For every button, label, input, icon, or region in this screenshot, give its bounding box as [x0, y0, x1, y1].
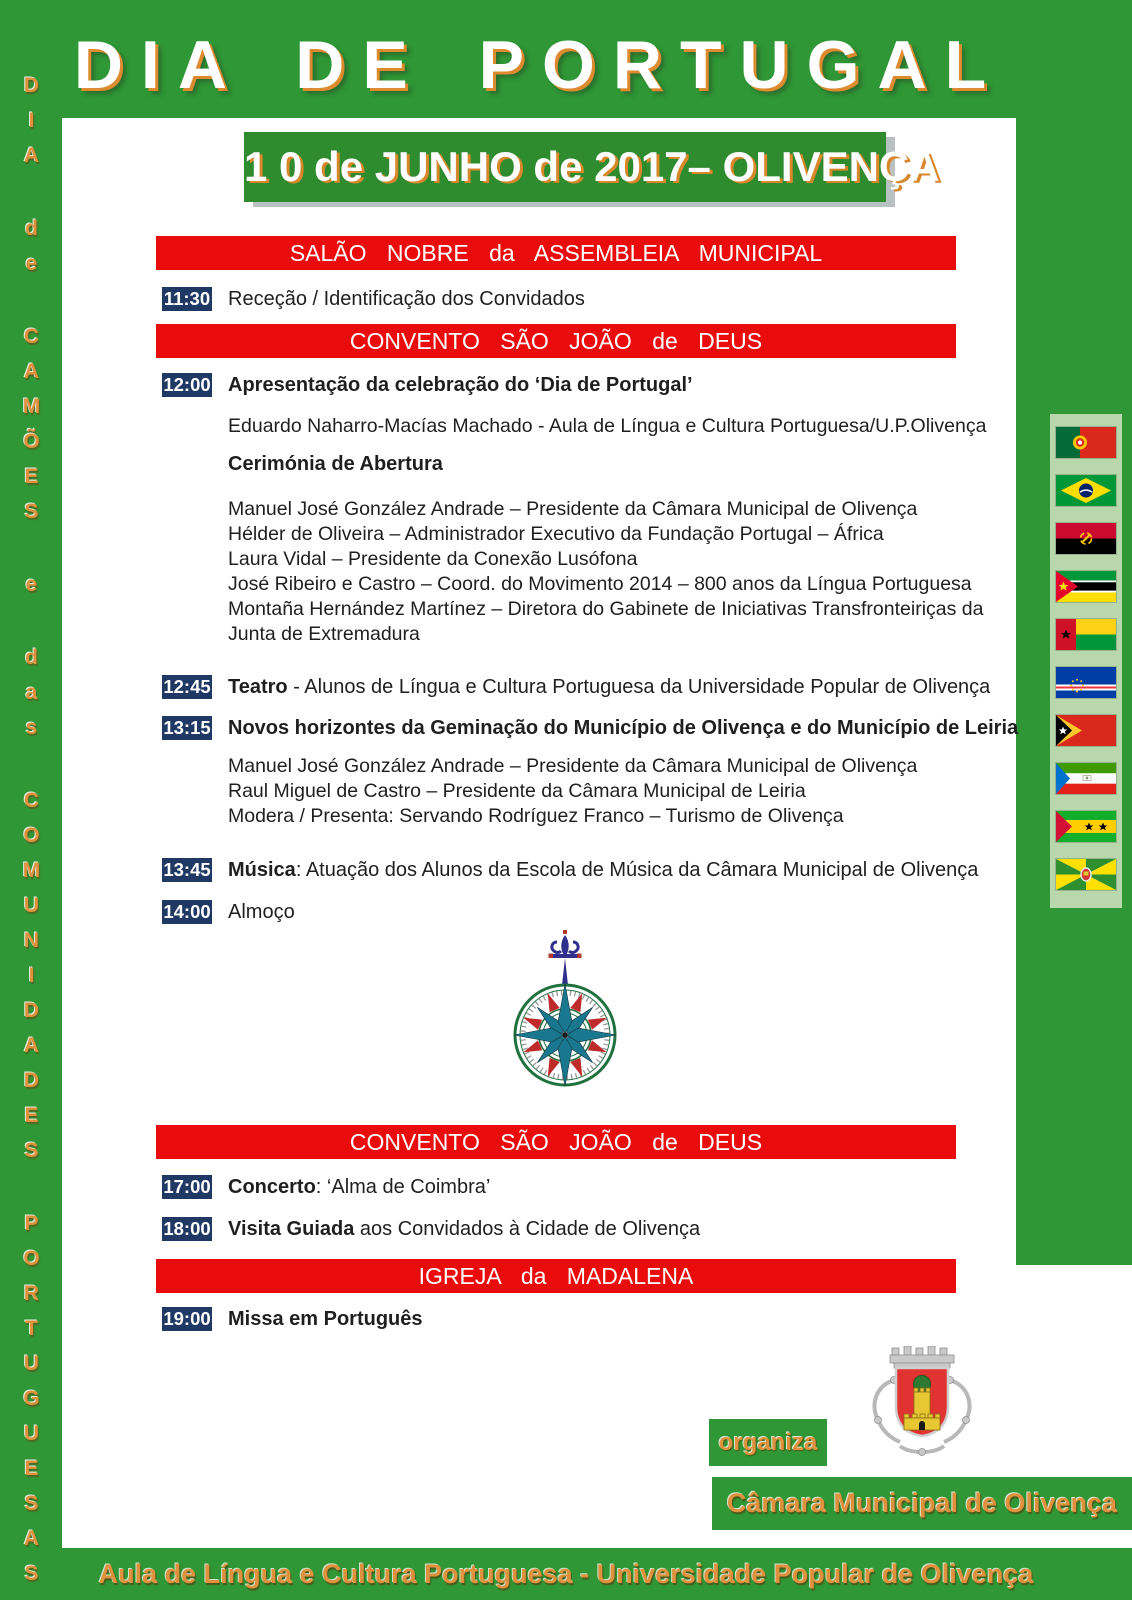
event-text: Almoço	[228, 901, 295, 923]
time-badge: 13:45	[163, 859, 211, 880]
speaker-line: Modera / Presenta: Servando Rodríguez Franco – Turismo de Olivença	[228, 805, 844, 827]
schedule-row	[162, 287, 585, 311]
time-badge: 18:00	[163, 1218, 211, 1239]
time-badge: 12:00	[163, 374, 211, 395]
schedule-row	[162, 900, 295, 924]
flags-column	[1050, 414, 1122, 908]
side-word: PORTUGUESAS	[20, 1212, 43, 1597]
event-text: Apresentação da celebração do ‘Dia de Portugal’	[228, 374, 693, 396]
time-badge: 13:15	[163, 717, 211, 738]
flag-portugal-icon	[1056, 427, 1116, 458]
time-badge: 12:45	[163, 676, 211, 697]
side-word: e	[20, 573, 43, 608]
speaker-line: Manuel José González Andrade – Presidente da Câmara Municipal de Olivença	[228, 755, 918, 777]
venue-banner-convento-1: CONVENTO SÃO JOÃO de DEUS	[156, 324, 956, 358]
flag-sao-tome-principe-icon	[1056, 811, 1116, 842]
flag-angola-icon	[1056, 523, 1116, 554]
event-text: Concerto: ‘Alma de Coimbra’	[228, 1176, 491, 1198]
presenter-line: Eduardo Naharro-Macías Machado - Aula de Língua e Cultura Portuguesa/U.P.Olivença	[228, 415, 987, 437]
time-badge: 14:00	[163, 901, 211, 922]
event-text: Novos horizontes da Geminação do Município de Olivença e do Município de Leiria	[228, 717, 1019, 739]
ceremony-title: Cerimónia de Abertura	[228, 453, 443, 475]
flag-timor-leste-icon	[1056, 715, 1116, 746]
side-word: das	[20, 646, 43, 751]
event-text: Receção / Identificação dos Convidados	[228, 288, 585, 310]
flag-equatorial-guinea-icon	[1056, 763, 1116, 794]
side-word: CAMÕES	[20, 325, 43, 535]
flag-cape-verde-icon	[1056, 667, 1116, 698]
schedule-row	[162, 1217, 700, 1241]
schedule-row	[162, 373, 693, 397]
olivenca-coat-of-arms	[860, 1346, 984, 1466]
event-text: Teatro - Alunos de Língua e Cultura Portuguesa da Universidade Popular de Olivença	[228, 676, 991, 698]
date-banner: 1 0 de JUNHO de 2017– OLIVENÇA	[244, 132, 886, 202]
event-text: Visita Guiada aos Convidados à Cidade de Olivença	[228, 1218, 701, 1240]
page-title: DIA DE PORTUGAL	[73, 27, 1005, 103]
time-badge: 19:00	[163, 1308, 211, 1329]
flag-olivenca-icon	[1056, 859, 1116, 890]
speaker-line: Hélder de Oliveira – Administrador Executivo da Fundação Portugal – África	[228, 523, 884, 545]
event-text: Missa em Português	[228, 1308, 423, 1330]
footer-bar-text: Aula de Língua e Cultura Portuguesa - Universidade Popular de Olivença	[98, 1559, 1034, 1589]
speaker-line: Montaña Hernández Martínez – Diretora do Gabinete de Iniciativas Transfronteiriças da Junta de Extremadura	[228, 598, 984, 645]
flag-brazil-icon	[1056, 475, 1116, 506]
opening-speakers-list	[228, 497, 1013, 647]
flag-guinea-bissau-icon	[1056, 619, 1116, 650]
organiza-label: organiza	[709, 1419, 827, 1466]
speaker-line: Laura Vidal – Presidente da Conexão Lusófona	[228, 548, 638, 570]
schedule-row	[162, 858, 978, 882]
speaker-line: José Ribeiro e Castro – Coord. do Movimento 2014 – 800 anos da Língua Portuguesa	[228, 573, 972, 595]
flag-mozambique-icon	[1056, 571, 1116, 602]
side-word: DIA	[20, 74, 43, 179]
schedule-row	[162, 1175, 490, 1199]
side-vertical-text	[0, 74, 62, 1600]
camara-municipal-bar: Câmara Municipal de Olivença	[712, 1477, 1132, 1530]
speaker-line: Manuel José González Andrade – Presidente da Câmara Municipal de Olivença	[228, 498, 918, 520]
time-badge: 17:00	[163, 1176, 211, 1197]
venue-banner-convento-2: CONVENTO SÃO JOÃO de DEUS	[156, 1125, 956, 1159]
side-word: COMUNIDADES	[20, 789, 43, 1174]
schedule-row	[162, 1307, 423, 1331]
venue-banner-salao-nobre: SALÃO NOBRE da ASSEMBLEIA MUNICIPAL	[156, 236, 956, 270]
speaker-line: Raul Miguel de Castro – Presidente da Câmara Municipal de Leiria	[228, 780, 806, 802]
schedule-row	[162, 716, 1018, 740]
compass-rose-icon	[500, 928, 630, 1088]
schedule-row	[162, 675, 990, 699]
venue-banner-igreja: IGREJA da MADALENA	[156, 1259, 956, 1293]
leiria-speakers-list	[228, 754, 1013, 829]
side-word: de	[20, 217, 43, 287]
event-text: Música: Atuação dos Alunos da Escola de Música da Câmara Municipal de Olivença	[228, 859, 979, 881]
time-badge: 11:30	[163, 288, 211, 309]
